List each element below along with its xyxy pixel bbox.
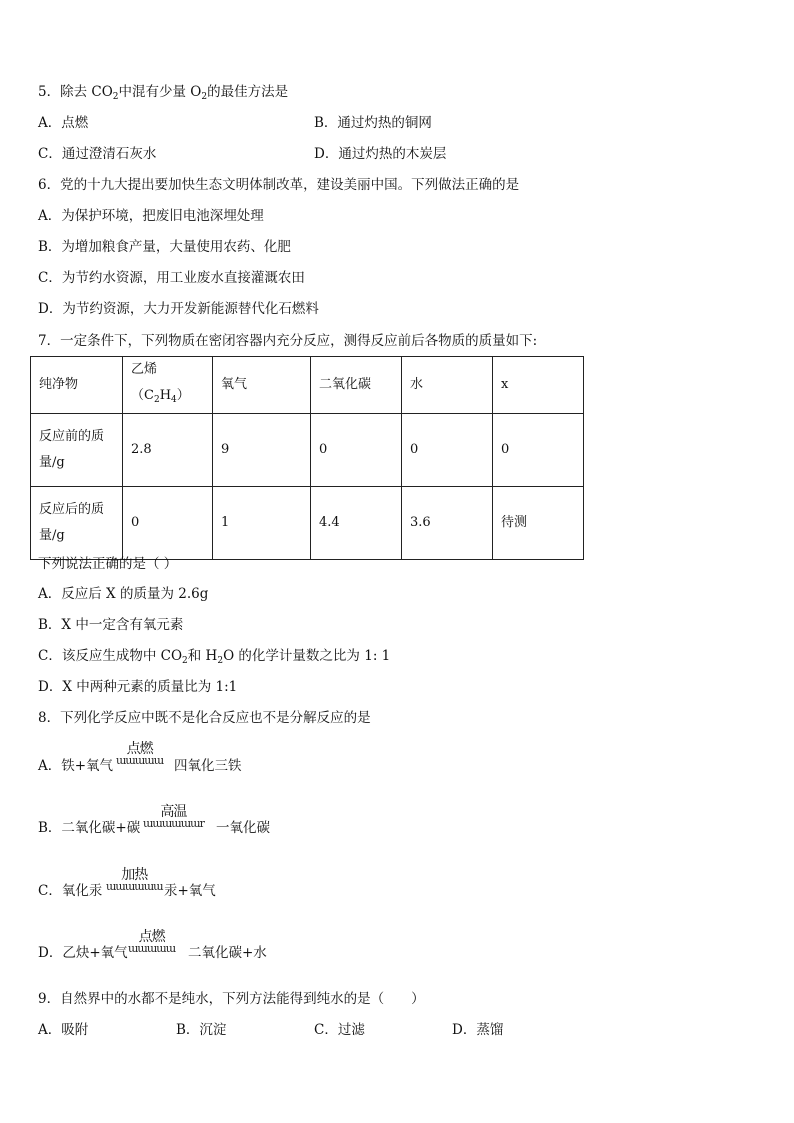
table-cell: 9: [213, 414, 311, 487]
q5-option-c: C．通过澄清石灰水: [38, 146, 157, 162]
header-substance: 纯净物: [31, 357, 123, 414]
q9-stem: 9．自然界中的水都不是纯水，下列方法能得到纯水的是（ ）: [38, 991, 425, 1007]
q5-option-d: D．通过灼热的木炭层: [314, 146, 447, 162]
q8-option-b-condition: 高温 ɯɯɯɯɯɯr: [143, 804, 204, 830]
q7-prompt: 下列说法正确的是（ ）: [38, 556, 178, 572]
header-oxygen: 氧气: [213, 357, 311, 414]
table-cell: 待测: [493, 487, 584, 560]
header-co2: 二氧化碳: [311, 357, 402, 414]
q6-option-c: C．为节约水资源，用工业废水直接灌溉农田: [38, 270, 305, 286]
q8-option-d-left: D．乙炔+氧气: [38, 945, 128, 961]
q6-option-a: A．为保护环境，把废旧电池深埋处理: [38, 208, 264, 224]
table-cell: 3.6: [402, 487, 493, 560]
row-label-after: 反应后的质 量/g: [31, 487, 123, 560]
header-water: 水: [402, 357, 493, 414]
q7-option-a: A．反应后 X 的质量为 2.6g: [38, 586, 209, 602]
q7-option-c: C．该反应生成物中 $CO_2$和 $H_2O$ 的化学计量数之比为 1: 1: [38, 648, 391, 666]
q8-option-b-left: B．二氧化碳+碳: [38, 820, 141, 836]
q8-option-c-condition: 加热 ɯɯɯɯɯɯ: [106, 867, 163, 893]
q5-stem: 5．除去 $CO_2$中混有少量 $O_2$的最佳方法是: [38, 84, 289, 102]
q6-stem: 6．党的十九大提出要加快生态文明体制改革，建设美丽中国。下列做法正确的是: [38, 177, 520, 193]
table-cell: 1: [213, 487, 311, 560]
q5-option-a: A．点燃: [38, 115, 89, 131]
table-row: [31, 487, 584, 560]
q5-option-b: B．通过灼热的铜网: [314, 115, 432, 131]
table-cell: 0: [123, 487, 213, 560]
table-cell: 4.4: [311, 487, 402, 560]
q8-option-a-right: 四氧化三铁: [174, 758, 242, 774]
q9-option-b: B．沉淀: [176, 1022, 227, 1038]
q8-option-c-left: C．氧化汞: [38, 883, 103, 899]
header-x: x: [493, 357, 584, 414]
table-cell: 2.8: [123, 414, 213, 487]
table-cell: 0: [311, 414, 402, 487]
table-cell: 0: [402, 414, 493, 487]
q6-option-d: D．为节约资源，大力开发新能源替代化石燃料: [38, 301, 319, 317]
q8-option-a-condition: 点燃 ɯɯɯɯɯ: [116, 741, 164, 767]
q9-option-c: C．过滤: [314, 1022, 365, 1038]
q8-stem: 8．下列化学反应中既不是化合反应也不是分解反应的是: [38, 710, 371, 726]
row-label-before: 反应前的质 量/g: [31, 414, 123, 487]
table-cell: 0: [493, 414, 584, 487]
q7-mass-table: [30, 356, 584, 560]
q8-option-a-left: A．铁+氧气: [38, 758, 114, 774]
q6-option-b: B．为增加粮食产量，大量使用农药、化肥: [38, 239, 291, 255]
header-ethylene: 乙烯$(C_2H_4)$: [123, 357, 213, 414]
q8-option-d-condition: 点燃 ɯɯɯɯɯ: [128, 929, 176, 955]
q8-option-d-right: 二氧化碳+水: [188, 945, 267, 961]
table-header-row: [31, 357, 584, 414]
q7-option-b: B．X 中一定含有氧元素: [38, 617, 184, 633]
q9-option-d: D．蒸馏: [452, 1022, 504, 1038]
q8-option-b-right: 一氧化碳: [216, 820, 270, 836]
table-row: [31, 414, 584, 487]
q9-option-a: A．吸附: [38, 1022, 89, 1038]
q7-option-d: D．X 中两种元素的质量比为 1:1: [38, 679, 238, 695]
q8-option-c-right: 汞+氧气: [164, 883, 216, 899]
q7-stem: 7．一定条件下，下列物质在密闭容器内充分反应，测得反应前后各物质的质量如下:: [38, 333, 538, 349]
